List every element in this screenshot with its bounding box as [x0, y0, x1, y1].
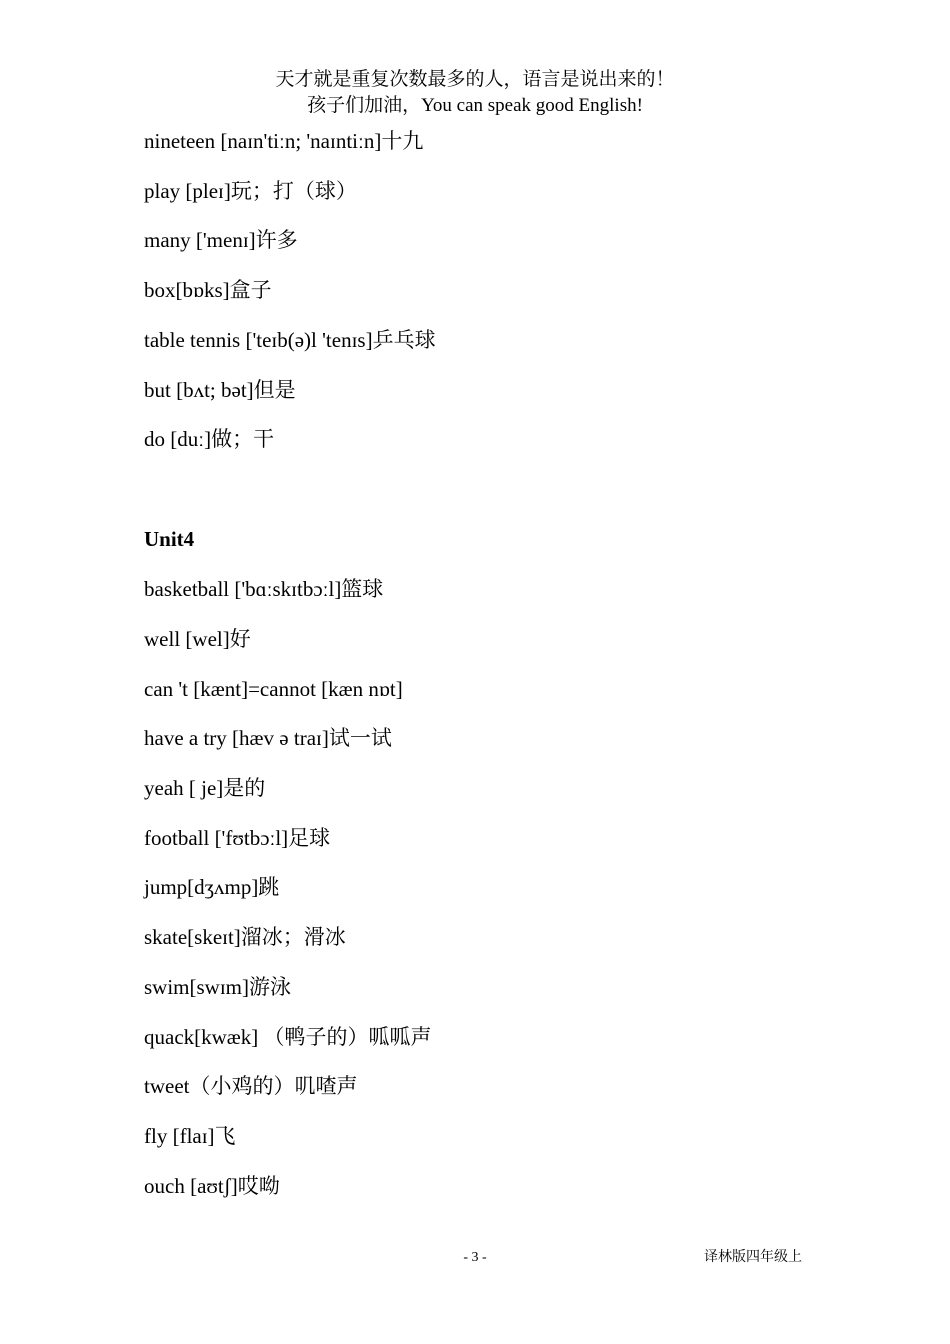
vocab-entry: but [bʌt; bət]但是 — [144, 378, 296, 402]
unit-heading: Unit4 — [144, 527, 195, 551]
vocab-entry: ouch [aʊtʃ]哎呦 — [144, 1174, 280, 1198]
vocab-entry: well [wel]好 — [144, 627, 251, 651]
vocab-entry: have a try [hæv ə traɪ]试一试 — [144, 726, 392, 750]
vocab-entry: nineteen [naɪn'tiːn; 'naɪntiːn]十九 — [144, 129, 424, 153]
vocab-entry: basketball ['bɑːskɪtbɔːl]篮球 — [144, 577, 384, 601]
vocab-entry: fly [flaɪ]飞 — [144, 1124, 236, 1148]
vocab-entry: football ['fʊtbɔːl]足球 — [144, 826, 331, 850]
vocab-entry: can 't [kænt]=cannot [kæn nɒt] — [144, 677, 403, 701]
vocab-entry: quack[kwæk] （鸭子的）呱呱声 — [144, 1025, 432, 1049]
vocab-entry: play [pleɪ]玩；打（球） — [144, 179, 357, 203]
vocab-entry: box[bɒks]盒子 — [144, 278, 272, 302]
vocab-entry: yeah [ je]是的 — [144, 776, 266, 800]
vocab-entry: do [duː]做；干 — [144, 427, 275, 451]
header-line-1: 天才就是重复次数最多的人，语言是说出来的！ — [275, 69, 675, 90]
vocab-entry: tweet（小鸡的）叽喳声 — [144, 1074, 358, 1098]
vocab-entry: skate[skeɪt]溜冰；滑冰 — [144, 925, 346, 949]
vocab-entry: jump[dʒʌmp]跳 — [144, 875, 280, 899]
header-line-2: 孩子们加油，You can speak good English! — [307, 95, 643, 116]
page-number: - 3 - — [463, 1250, 487, 1265]
vocab-entry: table tennis ['teɪb(ə)l 'tenɪs]乒乓球 — [144, 328, 436, 352]
book-title: 译林版四年级上 — [704, 1250, 802, 1265]
vocab-entry: swim[swɪm]游泳 — [144, 975, 291, 999]
vocab-entry: many ['menɪ]许多 — [144, 228, 298, 252]
